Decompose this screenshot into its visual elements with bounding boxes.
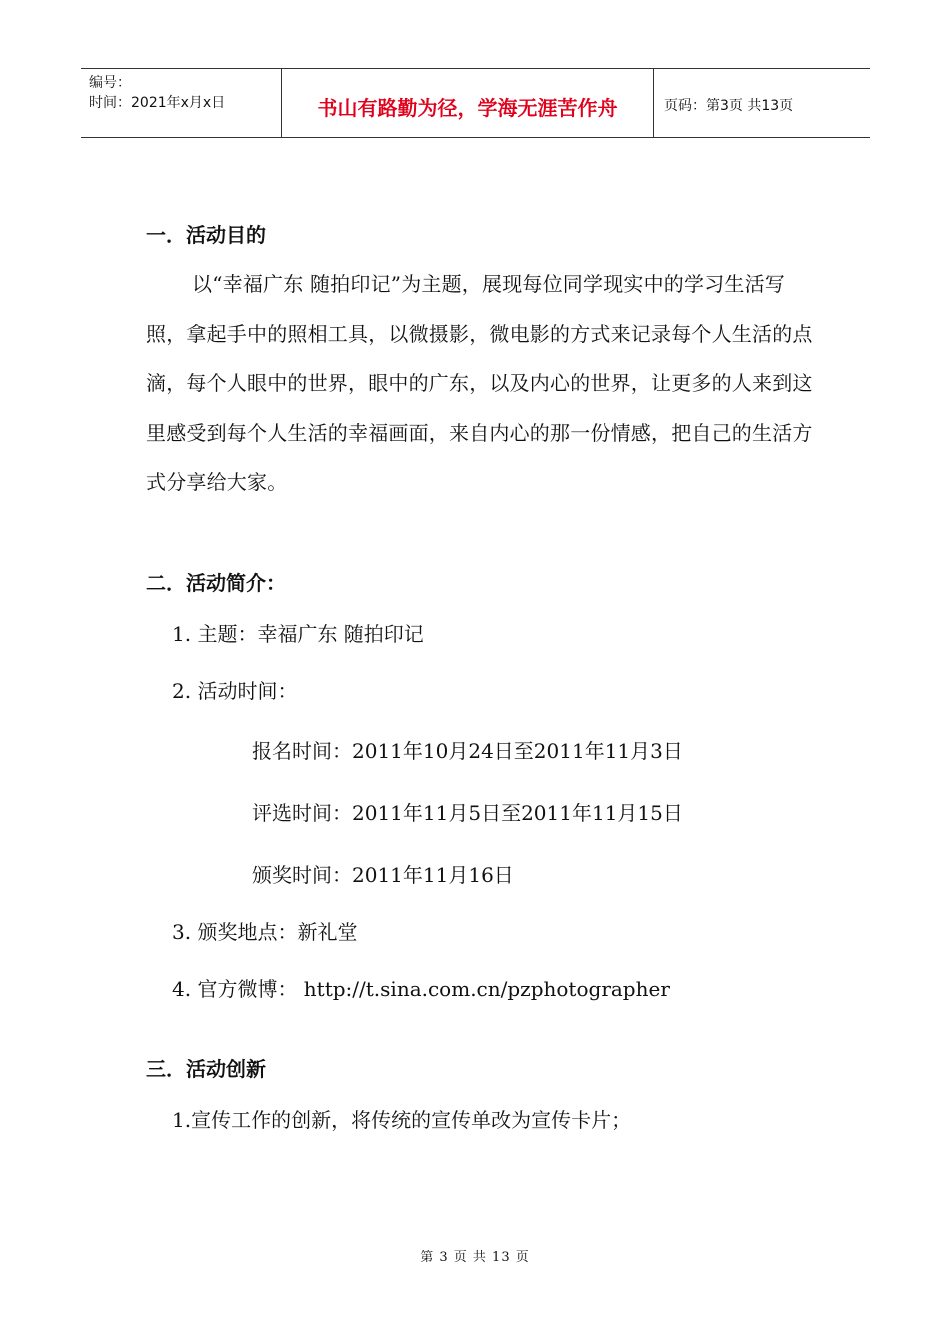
intro-selection-time: 评选时间：2011年11月5日至2011年11月15日	[252, 801, 683, 825]
intro-item-time: 2. 活动时间：	[172, 679, 298, 703]
intro-award-time: 颁奖时间：2011年11月16日	[252, 863, 514, 887]
intro-signup-time: 报名时间：2011年10月24日至2011年11月3日	[252, 739, 683, 763]
header-page-info: 页码：第3页 共13页	[664, 98, 794, 114]
header-meta-cell	[81, 69, 282, 137]
section-title-purpose: 一．活动目的	[146, 223, 266, 247]
header-time-label: 时间：2021年x月x日	[89, 95, 226, 111]
document-header	[81, 68, 870, 138]
innovation-item-1: 1.宣传工作的创新，将传统的宣传单改为宣传卡片；	[172, 1108, 632, 1132]
intro-item-weibo: 4. 官方微博： http://t.sina.com.cn/pzphotographer	[172, 977, 670, 1001]
intro-item-theme: 1. 主题：幸福广东 随拍印记	[172, 622, 424, 646]
header-motto: 书山有路勤为径，学海无涯苦作舟	[282, 69, 654, 137]
section-title-innovation: 三．活动创新	[146, 1057, 266, 1081]
purpose-paragraph: 以“幸福广东 随拍印记”为主题，展现每位同学现实中的学习生活写照，拿起手中的照相工具，以微摄影，微电影的方式来记录每个人生活的点滴，每个人眼中的世界，眼中的广东，以及内心的世界，让更多的人来到这里感受到每个人生活的幸福画面，来自内心的那一份情感，把自己的生活方式分享给大家。	[146, 272, 813, 495]
intro-item-venue: 3. 颁奖地点：新礼堂	[172, 920, 358, 944]
header-number-label: 编号：	[89, 75, 131, 91]
page-footer: 第 3 页 共 13 页	[420, 1250, 530, 1265]
section-title-intro: 二．活动简介：	[146, 571, 286, 595]
